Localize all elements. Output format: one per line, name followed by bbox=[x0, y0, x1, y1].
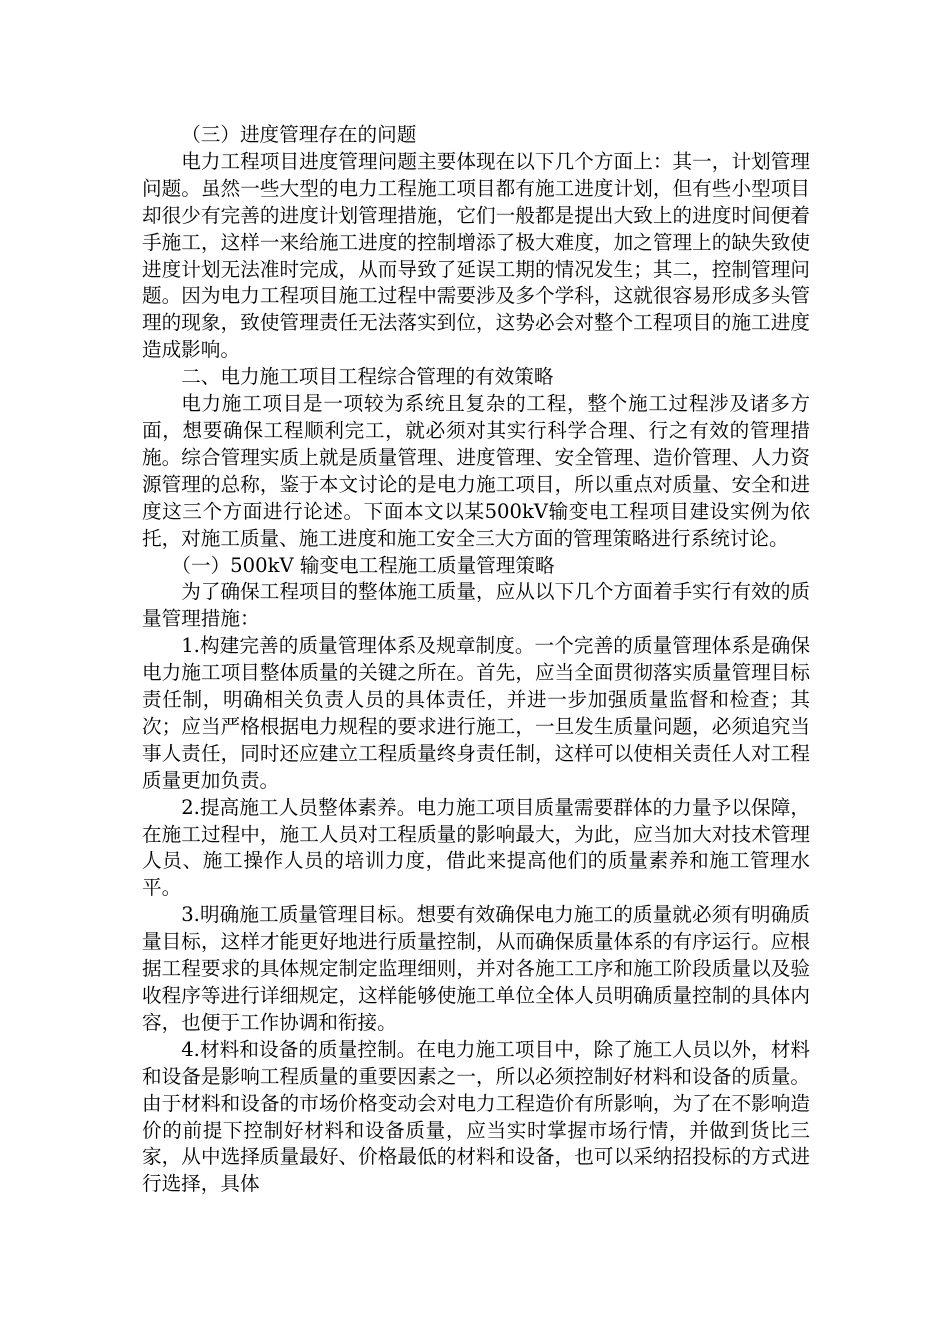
document-page bbox=[142, 122, 810, 1198]
paragraph-quality-goals: 3.明确施工质量管理目标。想要有效确保电力施工的质量就必须有明确质量目标，这样才能更好地进行质量控制，从而确保质量体系的有序运行。应根据工程要求的具体规定制定监理细则，并对各施工工序和施工阶段质量以及验收程序等进行详细规定，这样能够使施工单位全体人员明确质量控制的具体内容，也便于工作协调和衔接。 bbox=[142, 903, 810, 1034]
paragraph-quality-system: 1.构建完善的质量管理体系及规章制度。一个完善的质量管理体系是确保电力施工项目整体质量的关键之所在。首先，应当全面贯彻落实质量管理目标责任制，明确相关负责人员的具体责任，并进一步加强质量监督和检查；其次；应当严格根据电力规程的要求进行施工，一旦发生质量问题，必须追究当事人责任，同时还应建立工程质量终身责任制，这样可以使相关责任人对工程质量更加负责。 bbox=[142, 634, 810, 792]
section-heading-strategies: 二、电力施工项目工程综合管理的有效策略 bbox=[181, 365, 554, 389]
paragraph-strategies-intro: 电力施工项目是一项较为系统且复杂的工程，整个施工过程涉及诸多方面，想要确保工程顺利完工，就必须对其实行科学合理、行之有效的管理措施。综合管理实质上就是质量管理、进度管理、安全管理、造价管理、人力资源管理的总称，鉴于本文讨论的是电力施工项目，所以重点对质量、安全和进度这三个方面进行论述。下面本文以某500kV输变电工程项目建设实例为依托，对施工质量、施工进度和施工安全三大方面的管理策略进行系统讨论。 bbox=[142, 392, 810, 550]
paragraph-quality-intro: 为了确保工程项目的整体施工质量，应从以下几个方面着手实行有效的质量管理措施： bbox=[142, 580, 810, 631]
paragraph-progress-problems: 电力工程项目进度管理问题主要体现在以下几个方面上：其一，计划管理问题。虽然一些大型的电力工程施工项目都有施工进度计划，但有些小型项目却很少有完善的进度计划管理措施，它们一般都是提出大致上的进度时间便着手施工，这样一来给施工进度的控制增添了极大难度，加之管理上的缺失致使进度计划无法准时完成，从而导致了延误工期的情况发生；其二，控制管理问题。因为电力工程项目施工过程中需要涉及多个学科，这就很容易形成多头管理的现象，致使管理责任无法落实到位，这势必会对整个工程项目的施工进度造成影响。 bbox=[142, 149, 810, 362]
paragraph-staff-quality: 2.提高施工人员整体素养。电力施工项目质量需要群体的力量予以保障，在施工过程中，施工人员对工程质量的影响最大，为此，应当加大对技术管理人员、施工操作人员的培训力度，借此来提高他们的质量素养和施工管理水平。 bbox=[142, 795, 810, 900]
section-heading-progress-problems: （三）进度管理存在的问题 bbox=[181, 123, 417, 146]
subsection-heading-quality: （一）500kV 输变电工程施工质量管理策略 bbox=[171, 553, 555, 577]
paragraph-material-quality: 4.材料和设备的质量控制。在电力施工项目中，除了施工人员以外，材料和设备是影响工程质量的重要因素之一，所以必须控制好材料和设备的质量。由于材料和设备的市场价格变动会对电力工程造价有所影响，为了在不影响造价的前提下控制好材料和设备质量，应当实时掌握市场行情，并做到货比三家，从中选择质量最好、价格最低的材料和设备，也可以采纳招投标的方式进行选择，具体 bbox=[142, 1037, 810, 1196]
